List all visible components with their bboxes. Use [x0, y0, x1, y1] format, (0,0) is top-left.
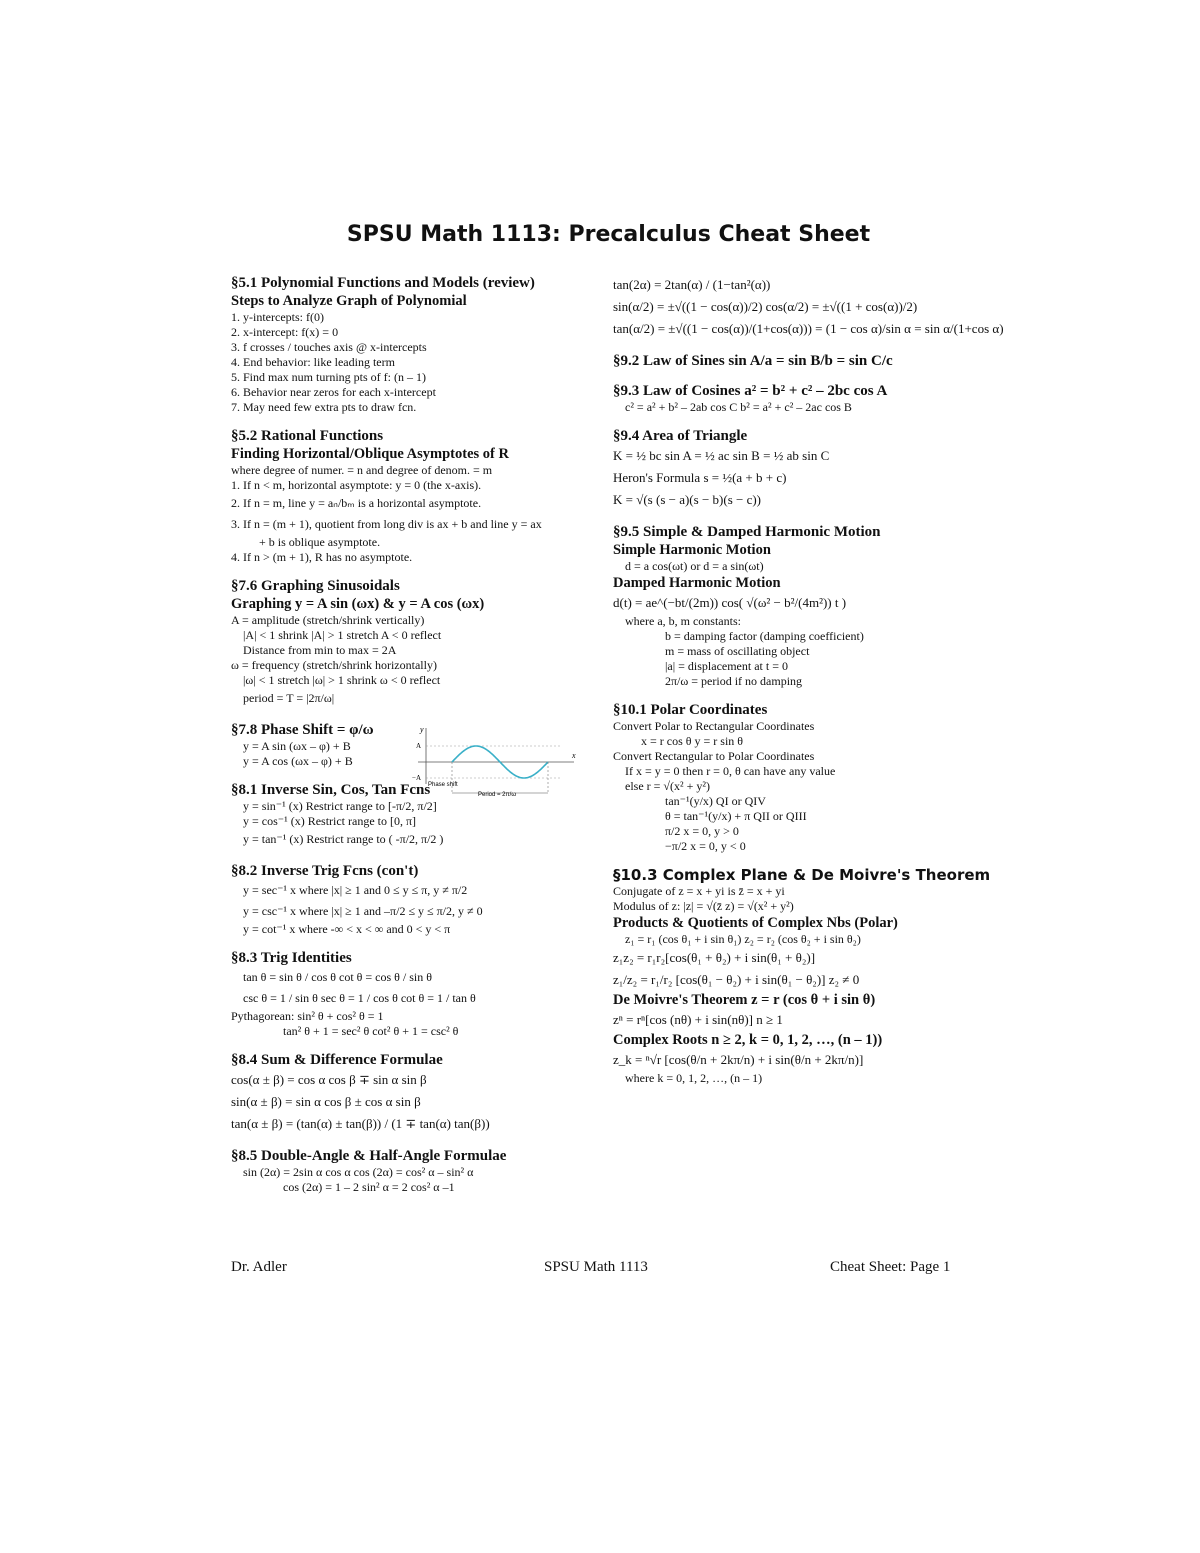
left-text-line: 5. Find max num turning pts of f: (n – 1)	[231, 370, 426, 384]
footer-author: Dr. Adler	[231, 1259, 287, 1275]
left-text-line: 4. If n > (m + 1), R has no asymptote.	[231, 550, 413, 564]
left-text-line: |ω| < 1 stretch |ω| > 1 shrink ω < 0 reflect	[243, 673, 441, 687]
left-text-line: 1. If n < m, horizontal asymptote: y = 0 (the x-axis).	[231, 478, 482, 492]
right-subheading: Simple Harmonic Motion	[613, 542, 771, 558]
right-section-heading: §9.5 Simple & Damped Harmonic Motion	[613, 524, 881, 540]
right-section-heading: §10.3 Complex Plane & De Moivre's Theorem	[613, 866, 991, 884]
left-text-line: where degree of numer. = n and degree of denom. = m	[231, 463, 493, 477]
right-text-line: Modulus of z: |z| = √(z̄ z) = √(x² + y²)	[613, 899, 794, 913]
right-text-line: c² = a² + b² – 2ab cos C b² = a² + c² – 2ac cos B	[625, 400, 852, 414]
left-text-line: 6. Behavior near zeros for each x-intercept	[231, 385, 436, 399]
left-text-line: ω = frequency (stretch/shrink horizontally)	[231, 658, 437, 672]
right-text-line: z₁ = r₁ (cos θ₁ + i sin θ₁) z₂ = r₂ (cos θ₂ + i sin θ₂)	[625, 932, 861, 946]
left-text-line: csc θ = 1 / sin θ sec θ = 1 / cos θ cot θ = 1 / tan θ	[243, 991, 476, 1005]
right-formula-line: z₁/z₂ = r₁/r₂ [cos(θ₁ − θ₂) + i sin(θ₁ − θ₂)] z₂ ≠ 0	[613, 972, 860, 987]
left-text-line: cos (2α) = 1 – 2 sin² α = 2 cos² α –1	[283, 1180, 455, 1194]
right-text-line: −π/2 x = 0, y < 0	[665, 839, 746, 853]
right-text-line: x = r cos θ y = r sin θ	[641, 734, 744, 748]
right-text-line: where k = 0, 1, 2, …, (n – 1)	[625, 1071, 763, 1085]
left-formula-line: sin(α ± β) = sin α cos β ± cos α sin β	[231, 1094, 421, 1109]
right-formula-line: tan(α/2) = ±√((1 − cos(α))/(1+cos(α))) = (1 − cos α)/sin α = sin α/(1+cos α)	[613, 321, 1004, 336]
right-section-heading: §10.1 Polar Coordinates	[613, 702, 768, 718]
right-formula-line: d(t) = ae^(−bt/(2m)) cos( √(ω² − b²/(4m²)) t )	[613, 595, 847, 610]
left-text-line: Pythagorean: sin² θ + cos² θ = 1	[231, 1009, 384, 1023]
left-text-line: |A| < 1 shrink |A| > 1 stretch A < 0 reflect	[243, 628, 442, 642]
figure-neg-amplitude-label: −A	[412, 774, 422, 782]
right-formula-line: tan(2α) = 2tan(α) / (1−tan²(α))	[613, 277, 771, 292]
figure-phase-shift-label: Phase shift	[428, 782, 458, 788]
left-subheading: Steps to Analyze Graph of Polynomial	[231, 293, 467, 309]
right-formula-line: K = ½ bc sin A = ½ ac sin B = ½ ab sin C	[613, 448, 830, 463]
right-text-line: m = mass of oscillating object	[665, 644, 810, 658]
left-text-line: 3. If n = (m + 1), quotient from long div is ax + b and line y = ax	[231, 517, 542, 531]
left-text-line: tan² θ + 1 = sec² θ cot² θ + 1 = csc² θ	[283, 1024, 459, 1038]
left-section-heading: §7.6 Graphing Sinusoidals	[231, 578, 400, 594]
left-text-line: sin (2α) = 2sin α cos α cos (2α) = cos² α – sin² α	[243, 1165, 474, 1179]
left-text-line: Distance from min to max = 2A	[243, 643, 397, 657]
sinusoid-figure	[412, 724, 580, 800]
right-text-line: Convert Polar to Rectangular Coordinates	[613, 719, 815, 733]
right-formula-line: z₁z₂ = r₁r₂[cos(θ₁ + θ₂) + i sin(θ₁ + θ₂)]	[613, 950, 816, 965]
left-section-heading: §8.1 Inverse Sin, Cos, Tan Fcns	[231, 782, 431, 798]
left-section-heading: §8.3 Trig Identities	[231, 950, 352, 966]
left-text-line: y = cot⁻¹ x where -∞ < x < ∞ and 0 < y < π	[243, 922, 451, 936]
left-text-line: y = cos⁻¹ (x) Restrict range to [0, π]	[243, 814, 417, 828]
left-text-line: A = amplitude (stretch/shrink vertically)	[231, 613, 425, 627]
right-formula-line: sin(α/2) = ±√((1 − cos(α))/2) cos(α/2) = ±√((1 + cos(α))/2)	[613, 299, 918, 314]
left-section-heading: §5.2 Rational Functions	[231, 428, 384, 444]
left-formula-line: cos(α ± β) = cos α cos β ∓ sin α sin β	[231, 1072, 427, 1087]
left-subheading: Graphing y = A sin (ωx) & y = A cos (ωx)	[231, 596, 485, 612]
right-subheading: Products & Quotients of Complex Nbs (Polar)	[613, 915, 898, 931]
left-text-line: y = sin⁻¹ (x) Restrict range to [-π/2, π/2]	[243, 799, 437, 813]
figure-axis-x-label: x	[572, 751, 576, 760]
right-formula-line: Heron's Formula s = ½(a + b + c)	[613, 470, 787, 485]
left-section-heading: §5.1 Polynomial Functions and Models (review)	[231, 275, 535, 291]
right-text-line: tan⁻¹(y/x) QI or QIV	[665, 794, 766, 808]
left-formula-line: tan(α ± β) = (tan(α) ± tan(β)) / (1 ∓ tan(α) tan(β))	[231, 1116, 490, 1131]
right-text-line: where a, b, m constants:	[625, 614, 741, 628]
left-text-line: 3. f crosses / touches axis @ x-intercepts	[231, 340, 427, 354]
left-section-heading: §8.2 Inverse Trig Fcns (con't)	[231, 863, 419, 879]
right-text-line: If x = y = 0 then r = 0, θ can have any value	[625, 764, 836, 778]
footer-page: Cheat Sheet: Page 1	[830, 1259, 951, 1275]
left-subheading: Finding Horizontal/Oblique Asymptotes of R	[231, 446, 509, 462]
right-section-heading: §9.3 Law of Cosines a² = b² + c² – 2bc cos A	[613, 383, 888, 399]
right-section-heading: §9.4 Area of Triangle	[613, 428, 748, 444]
left-text-line: 4. End behavior: like leading term	[231, 355, 395, 369]
left-text-line: + b is oblique asymptote.	[259, 535, 381, 549]
left-section-heading: §8.5 Double-Angle & Half-Angle Formulae	[231, 1148, 507, 1164]
left-section-heading: §8.4 Sum & Difference Formulae	[231, 1052, 443, 1068]
figure-period-label: Period = 2π/ω	[478, 792, 517, 798]
right-text-line: d = a cos(ωt) or d = a sin(ωt)	[625, 559, 764, 573]
left-text-line: 2. If n = m, line y = aₙ/bₘ is a horizontal asymptote.	[231, 496, 482, 510]
footer-course: SPSU Math 1113	[544, 1259, 648, 1275]
right-text-line: Convert Rectangular to Polar Coordinates	[613, 749, 815, 763]
page-title: SPSU Math 1113: Precalculus Cheat Sheet	[346, 222, 871, 247]
right-text-line: π/2 x = 0, y > 0	[665, 824, 739, 838]
left-text-line: 2. x-intercept: f(x) = 0	[231, 325, 339, 339]
right-section-heading: §9.2 Law of Sines sin A/a = sin B/b = sin C/c	[613, 353, 893, 369]
right-formula-line: z_k = ⁿ√r [cos(θ/n + 2kπ/n) + i sin(θ/n + 2kπ/n)]	[613, 1052, 864, 1067]
right-text-line: else r = √(x² + y²)	[625, 779, 710, 793]
left-text-line: 7. May need few extra pts to draw fcn.	[231, 400, 417, 414]
right-column	[613, 274, 1004, 1086]
right-text-line: b = damping factor (damping coefficient)	[665, 629, 864, 643]
right-text-line: 2π/ω = period if no damping	[665, 674, 803, 688]
left-text-line: y = tan⁻¹ (x) Restrict range to ( -π/2, π/2 )	[243, 832, 444, 846]
right-formula-line: zⁿ = rⁿ[cos (nθ) + i sin(nθ)] n ≥ 1	[613, 1012, 783, 1027]
figure-amplitude-label: A	[416, 742, 422, 750]
right-subheading: De Moivre's Theorem z = r (cos θ + i sin θ)	[613, 992, 876, 1008]
left-text-line: y = csc⁻¹ x where |x| ≥ 1 and –π/2 ≤ y ≤ π/2, y ≠ 0	[243, 904, 483, 918]
figure-axis-y-label: y	[420, 725, 424, 734]
left-text-line: y = A cos (ωx – φ) + B	[243, 754, 353, 768]
left-text-line: tan θ = sin θ / cos θ cot θ = cos θ / sin θ	[243, 970, 433, 984]
right-text-line: |a| = displacement at t = 0	[665, 659, 788, 673]
left-text-line: period = T = |2π/ω|	[243, 691, 335, 705]
left-section-heading: §7.8 Phase Shift = φ/ω	[231, 722, 374, 738]
right-subheading: Damped Harmonic Motion	[613, 575, 781, 591]
left-text-line: y = sec⁻¹ x where |x| ≥ 1 and 0 ≤ y ≤ π, y ≠ π/2	[243, 883, 468, 897]
right-text-line: Conjugate of z = x + yi is z̄ = x + yi	[613, 884, 785, 898]
right-formula-line: K = √(s (s − a)(s − b)(s − c))	[613, 492, 762, 507]
right-subheading: Complex Roots n ≥ 2, k = 0, 1, 2, …, (n – 1))	[613, 1032, 883, 1048]
right-text-line: θ = tan⁻¹(y/x) + π QII or QIII	[665, 809, 807, 823]
left-text-line: 1. y-intercepts: f(0)	[231, 310, 324, 324]
left-text-line: y = A sin (ωx – φ) + B	[243, 739, 351, 753]
